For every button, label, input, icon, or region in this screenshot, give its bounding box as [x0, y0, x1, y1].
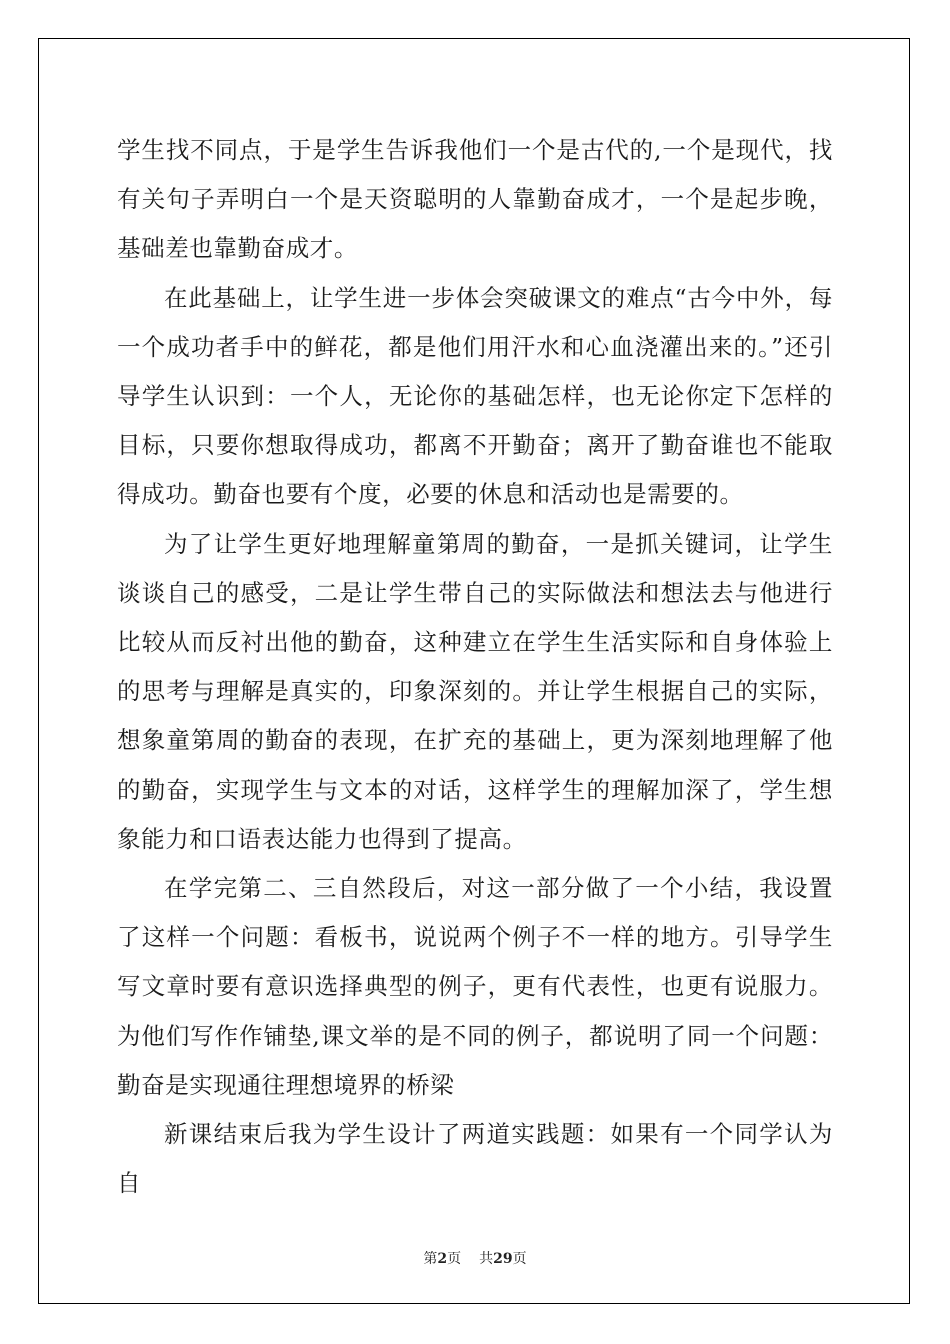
total-prefix: 共: [479, 1251, 494, 1267]
total-indicator: [479, 1251, 526, 1267]
page-footer: [0, 1248, 950, 1268]
page-prefix: 第: [423, 1251, 438, 1267]
paragraph-1: 学生找不同点，于是学生告诉我他们一个是古代的,一个是现代，找有关句子弄明白一个是天资聪明的人靠勤奋成才，一个是起步晚，基础差也靠勤奋成才。: [117, 136, 834, 263]
paragraph-2: 在此基础上，让学生进一步体会突破课文的难点“古今中外，每一个成功者手中的鲜花，都是他们用汗水和心血浇灌出来的。”还引导学生认识到：一个人，无论你的基础怎样，也无论你定下怎样的目标，只要你想取得成功，都离不开勤奋；离开了勤奋谁也不能取得成功。勤奋也要有个度，必要的休息和活动也是需要的。: [117, 283, 833, 509]
total-pages: 29: [493, 1251, 513, 1267]
paragraph-3: 为了让学生更好地理解童第周的勤奋，一是抓关键词，让学生谈谈自己的感受，二是让学生带自己的实际做法和想法去与他进行比较从而反衬出他的勤奋，这种建立在学生生活实际和自身体验上的思考与理解是真实的，印象深刻的。并让学生根据自己的实际，想象童第周的勤奋的表现，在扩充的基础上，更为深刻地理解了他的勤奋，实现学生与文本的对话，这样学生的理解加深了，学生想象能力和口语表达能力也得到了提高。: [117, 529, 833, 853]
total-suffix: 页: [512, 1251, 527, 1267]
page-number: 2: [437, 1251, 448, 1267]
page-suffix: 页: [447, 1251, 462, 1267]
paragraph-4: 在学完第二、三自然段后，对这一部分做了一个小结，我设置了这样一个问题：看板书，说说两个例子不一样的地方。引导学生写文章时要有意识选择典型的例子，更有代表性，也更有说服力。为他们写作作铺垫,课文举的是不同的例子，都说明了同一个问题：勤奋是实现通往理想境界的桥梁: [117, 874, 833, 1099]
document-body: [117, 126, 833, 1208]
page-indicator: [423, 1251, 461, 1267]
paragraph-5: 新课结束后我为学生设计了两道实践题：如果有一个同学认为自: [117, 1120, 833, 1198]
